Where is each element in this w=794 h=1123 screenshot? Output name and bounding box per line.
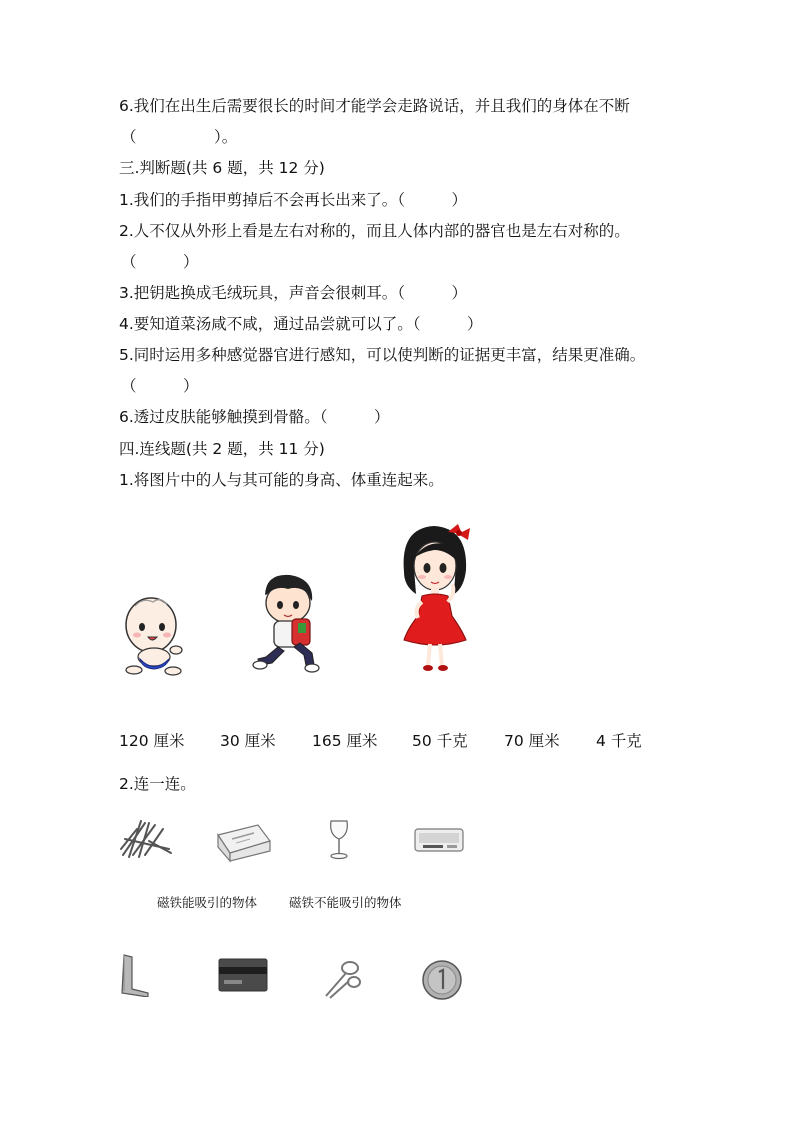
option-120cm: 120 厘米 (119, 732, 185, 750)
match-q2-text: 2.连一连。 (119, 775, 196, 793)
caption-non-magnetic: 磁铁不能吸引的物体 (289, 895, 402, 910)
judge-item-5: 5.同时运用多种感觉器官进行感知，可以使判断的证据更丰富，结果更准确。 (119, 346, 646, 364)
q6-line2: （ ）。 (121, 128, 238, 146)
judge-item-1: 1.我们的手指甲剪掉后不会再长出来了。（ ） (119, 191, 468, 209)
judge-item-4: 4.要知道菜汤咸不咸，通过品尝就可以了。（ ） (119, 315, 483, 333)
judge-item-5-blank: （ ） (121, 377, 199, 395)
card-image (218, 958, 268, 992)
woman-image (396, 522, 474, 674)
judge-item-2-blank: （ ） (121, 253, 199, 271)
nails-image (119, 819, 173, 859)
q6-line1: 6.我们在出生后需要很长的时间才能学会走路说话，并且我们的身体在不断 (119, 97, 630, 115)
option-4kg: 4 千克 (596, 732, 642, 750)
judge-item-6: 6.透过皮肤能够触摸到骨骼。（ ） (119, 408, 390, 426)
match-q1-text: 1.将图片中的人与其可能的身高、体重连起来。 (119, 471, 444, 489)
caption-magnetic: 磁铁能吸引的物体 (157, 895, 258, 910)
section4-heading: 四.连线题(共 2 题，共 11 分) (119, 440, 325, 458)
option-50kg: 50 千克 (412, 732, 468, 750)
baby-image (121, 592, 187, 676)
bookend-image (118, 953, 152, 997)
scissors-image (322, 958, 362, 1000)
wine-glass-image (325, 819, 353, 861)
eraser-image (214, 821, 272, 863)
boy-image (252, 571, 324, 673)
option-70cm: 70 厘米 (504, 732, 560, 750)
section3-heading: 三.判断题(共 6 题，共 12 分) (119, 159, 325, 177)
option-30cm: 30 厘米 (220, 732, 276, 750)
judge-item-2: 2.人不仅从外形上看是左右对称的，而且人体内部的器官也是左右对称的。 (119, 222, 630, 240)
judge-item-3: 3.把钥匙换成毛绒玩具，声音会很刺耳。（ ） (119, 284, 468, 302)
option-165cm: 165 厘米 (312, 732, 378, 750)
pencil-box-image (413, 825, 465, 855)
coin-image (421, 959, 463, 1001)
